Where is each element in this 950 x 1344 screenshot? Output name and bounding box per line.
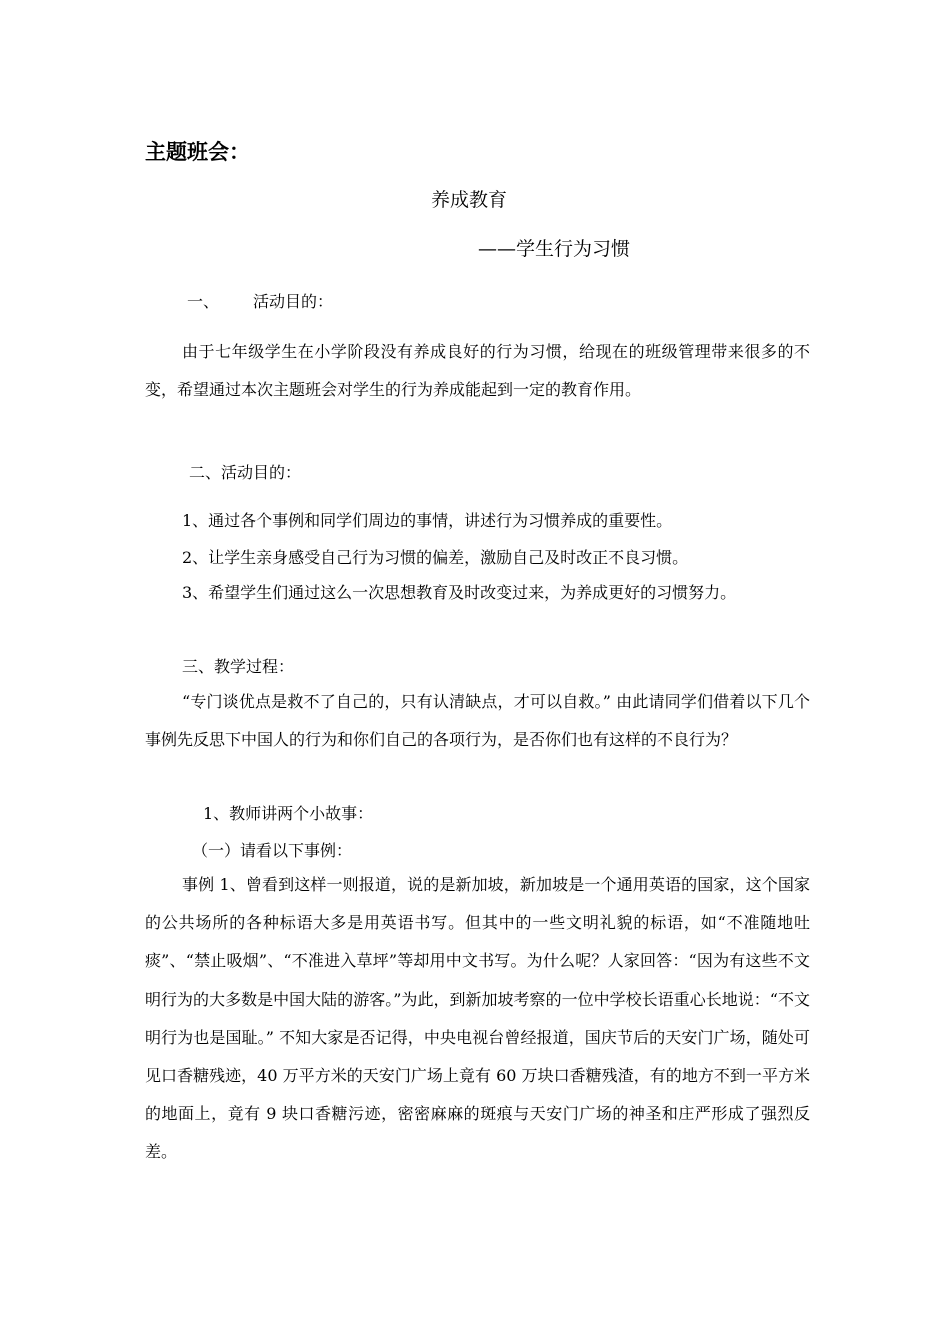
example-1-paragraph: 事例 1、曾看到这样一则报道，说的是新加坡，新加坡是一个通用英语的国家，这个国家的公共场所的各种标语大多是用英语书写。但其中的一些文明礼貌的标语，如“不准随地吐痰”、“禁止吸烟”、“不准进入草坪”等却用中文书写。为什么呢？人家回答：“因为有这些不文明行为的大多数是中国大陆的游客。”为此，到新加坡考察的一位中学校长语重心长地说：“不文明行为也是国耻。” 不知大家是否记得，中央电视台曾经报道，国庆节后的天安门广场，随处可见口香糖残迹，40 万平方米的天安门广场上竟有 60 万块口香糖残渣，有的地方不到一平方米的地面上，竟有 9 块口香糖污迹，密密麻麻的斑痕与天安门广场的神圣和庄严形成了强烈反差。 bbox=[145, 875, 810, 1162]
section2-item-1: 1、通过各个事例和同学们周边的事情，讲述行为习惯养成的重要性。 bbox=[182, 511, 673, 530]
section1-label: 活动目的： bbox=[253, 292, 334, 311]
section1-paragraph: 由于七年级学生在小学阶段没有养成良好的行为习惯，给现在的班级管理带来很多的不变，希望通过本次主题班会对学生的行为养成能起到一定的教育作用。 bbox=[145, 342, 810, 400]
document-subtitle: ——学生行为习惯 bbox=[478, 238, 631, 260]
section1-heading bbox=[187, 290, 333, 314]
document-title: 养成教育 bbox=[431, 189, 508, 211]
section3-heading: 三、教学过程： bbox=[182, 657, 295, 676]
section3-subheading-1: （一）请看以下事例： bbox=[192, 841, 353, 860]
section2-item-2: 2、让学生亲身感受自己行为习惯的偏差，激励自己及时改正不良习惯。 bbox=[182, 548, 689, 567]
section1-number: 一、 bbox=[187, 292, 220, 311]
section2-heading: 二、活动目的： bbox=[189, 463, 302, 482]
section3-intro: “专门谈优点是救不了自己的，只有认清缺点，才可以自救。” 由此请同学们借着以下几个事例先反思下中国人的行为和你们自己的各项行为，是否你们也有这样的不良行为？ bbox=[145, 692, 810, 750]
section2-item-3: 3、希望学生们通过这么一次思想教育及时改变过来，为养成更好的习惯努力。 bbox=[182, 583, 737, 602]
section3-step-1: 1、教师讲两个小故事： bbox=[203, 804, 374, 823]
document-heading: 主题班会： bbox=[145, 140, 250, 164]
